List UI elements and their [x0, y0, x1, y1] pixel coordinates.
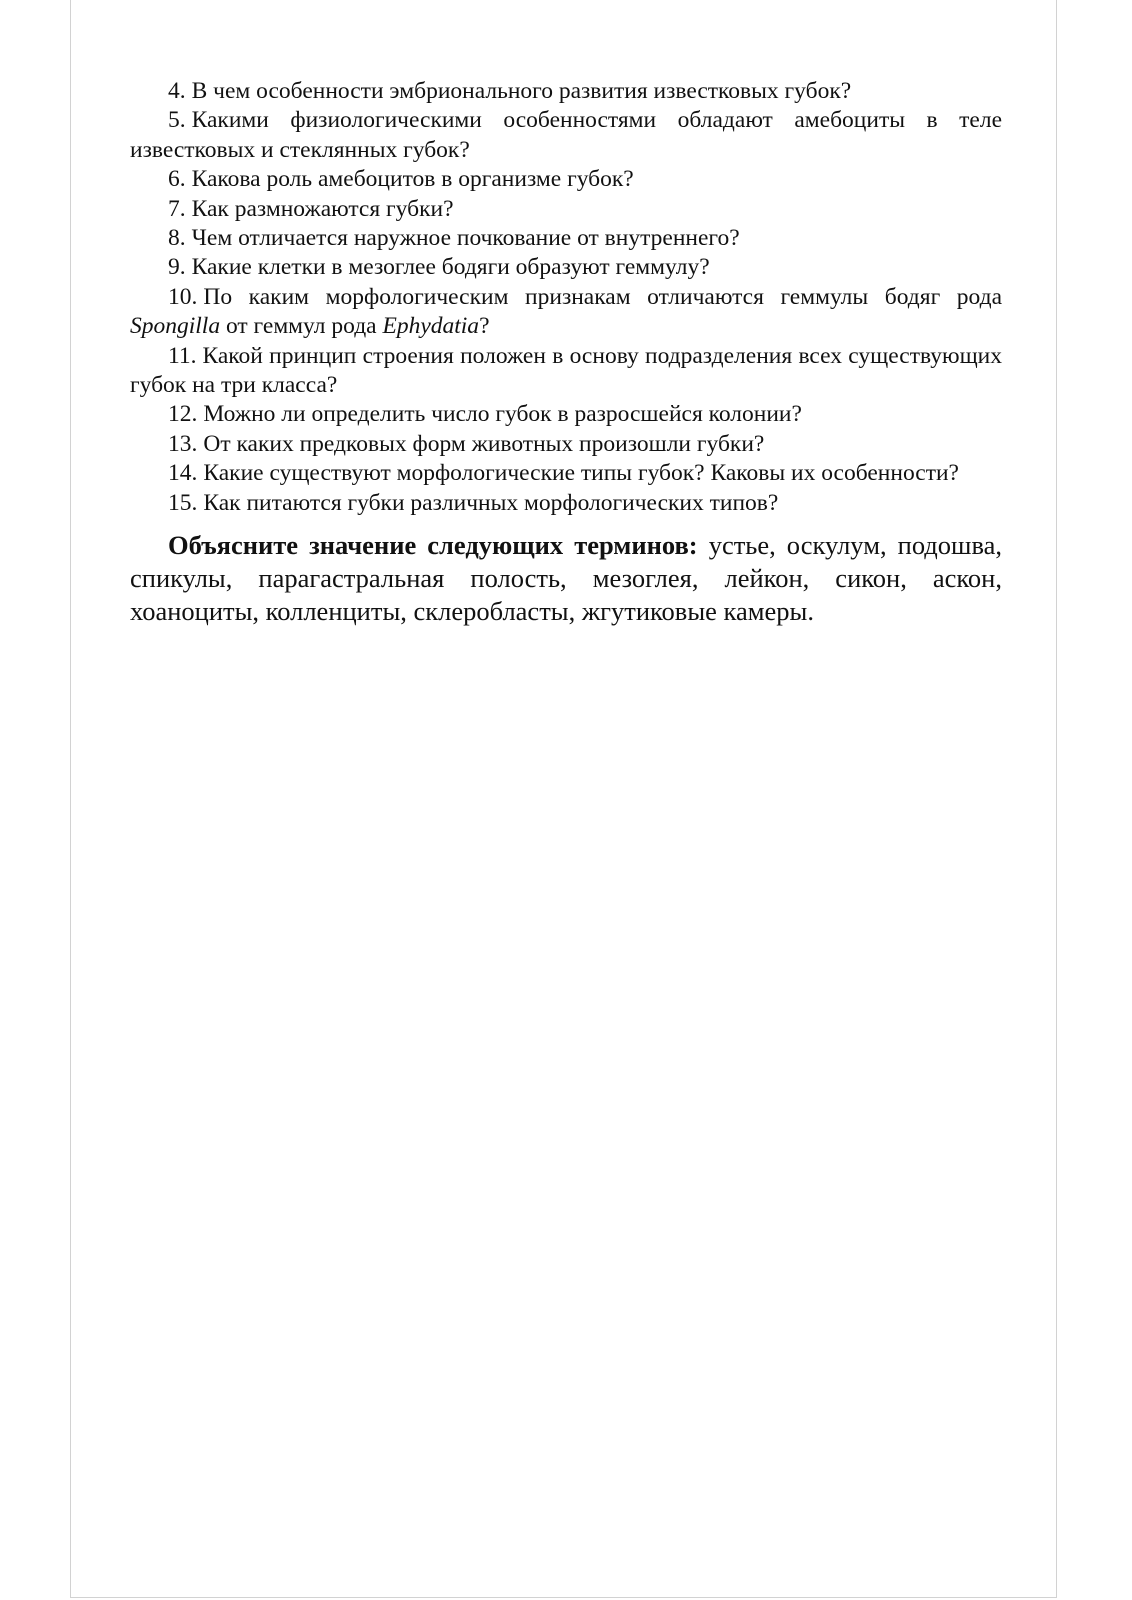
- question-number: 11.: [168, 342, 197, 369]
- question-number: 15.: [168, 489, 198, 516]
- question-text: Какими физиологическими особенностями обладают амебоциты в теле известковых и стеклянных губок?: [130, 107, 1002, 163]
- question-item: [130, 400, 1002, 429]
- question-item: [130, 342, 1002, 401]
- question-text: В чем особенности эмбрионального развития известковых губок?: [191, 78, 852, 104]
- question-number: 6.: [168, 166, 186, 193]
- terms-heading: Объясните значение следующих терминов:: [168, 530, 698, 561]
- question-item: [130, 430, 1002, 459]
- question-number: 9.: [168, 254, 186, 281]
- question-text: Можно ли определить число губок в разросшейся колонии?: [203, 401, 802, 428]
- terms-list: устье, оскулум, подошва, спикулы, парагастральная полость, мезоглея, лейкон, сикон, аскон, хоаноциты, колленциты, склеробласты, жгутиковые камеры.: [130, 530, 1003, 627]
- question-text: По каким морфологическим признакам отличаются геммулы бодяг рода: [203, 283, 1002, 310]
- question-item: [130, 195, 1002, 224]
- question-text: от геммул рода: [225, 313, 377, 340]
- question-text: Какие клетки в мезоглее бодяги образуют геммулу?: [191, 254, 710, 281]
- question-number: 4.: [168, 78, 186, 104]
- question-text: Как размножаются губки?: [191, 195, 454, 222]
- question-text: Как питаются губки различных морфологических типов?: [203, 489, 779, 516]
- question-text: Какие существуют морфологические типы губок? Каковы их особенности?: [203, 460, 959, 487]
- question-item: [130, 224, 1002, 253]
- genus-name: Spongilla: [130, 313, 221, 340]
- question-item: [130, 77, 1002, 106]
- question-item: [130, 165, 1002, 194]
- question-number: 8.: [168, 225, 186, 252]
- question-number: 7.: [168, 195, 186, 222]
- question-item: [130, 253, 1002, 282]
- question-list: [130, 77, 1002, 518]
- genus-name: Ephydatia: [382, 313, 480, 340]
- question-text: Какова роль амебоцитов в организме губок?: [191, 166, 634, 193]
- question-number: 13.: [168, 430, 198, 457]
- question-number: 14.: [168, 460, 198, 487]
- terms-paragraph: [130, 529, 1002, 628]
- question-text: Чем отличается наружное почкование от внутреннего?: [191, 225, 740, 252]
- page-content: [130, 77, 1002, 655]
- question-number: 10.: [168, 283, 198, 310]
- question-mark: ?: [479, 313, 490, 340]
- question-item: [130, 489, 1002, 518]
- question-text: От каких предковых форм животных произошли губки?: [203, 430, 765, 457]
- question-number: 5.: [168, 107, 186, 134]
- question-number: 12.: [168, 401, 198, 428]
- question-item: [130, 283, 1002, 342]
- document-page: [70, 0, 1057, 1598]
- question-item: [130, 106, 1002, 165]
- question-item: [130, 459, 1002, 488]
- question-text: Какой принцип строения положен в основу подразделения всех существующих губок на три класса?: [130, 342, 1002, 399]
